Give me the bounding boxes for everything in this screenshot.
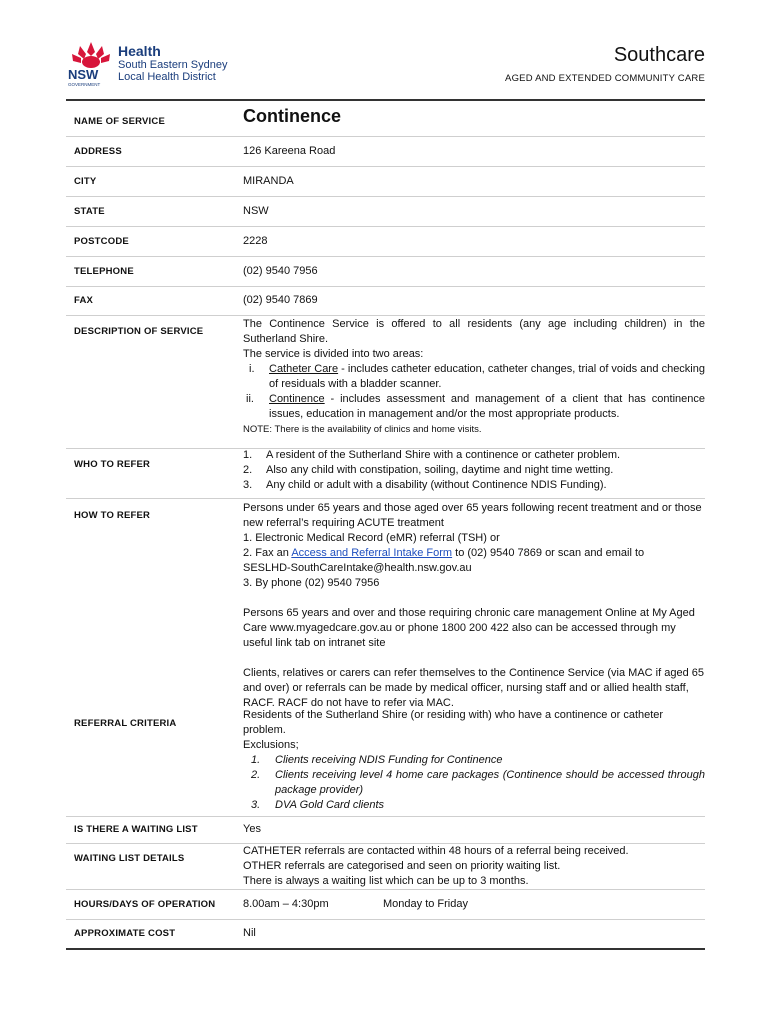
value-who xyxy=(243,448,705,493)
value-hours xyxy=(243,897,705,912)
value-telephone: (02) 9540 7956 xyxy=(243,265,318,277)
who-item-3 xyxy=(243,478,705,493)
criteria-item-3 xyxy=(243,798,705,813)
criteria-item-text: Clients receiving level 4 home care packages (Continence should be accessed through package provider) xyxy=(275,769,705,796)
value-state: NSW xyxy=(243,205,269,217)
value-description xyxy=(243,317,705,437)
criteria-p1: Residents of the Sutherland Shire (or residing with) who have a continence or catheter problem. xyxy=(243,709,664,736)
service-name: Continence xyxy=(243,106,342,126)
description-p1: The Continence Service is offered to all residents (any age including children) in the Sutherland Shire. xyxy=(243,318,705,345)
logo-gov-text: GOVERNMENT xyxy=(68,82,101,87)
logo-text xyxy=(118,44,227,83)
row-who xyxy=(66,449,705,499)
description-item-2 xyxy=(243,392,705,422)
label-state: STATE xyxy=(74,206,105,217)
who-item-num: 1. xyxy=(243,449,253,461)
label-waiting-details: WAITING LIST DETAILS xyxy=(74,853,185,864)
label-postcode: POSTCODE xyxy=(74,236,129,247)
who-item-text: Any child or adult with a disability (without Continence NDIS Funding). xyxy=(266,479,607,491)
bottom-rule xyxy=(66,948,705,950)
how-paragraph-3: Clients, relatives or carers can refer themselves to the Continence Service (via MAC if aged 65 and over) or referrals can be made by medical officer, nursing staff and or allied health staff, RACF. RACF do not have to refer via MAC. xyxy=(243,667,704,709)
label-cost: APPROXIMATE COST xyxy=(74,928,176,939)
row-fax xyxy=(66,287,705,316)
value-postcode: 2228 xyxy=(243,235,268,247)
logo-district-2: Local Health District xyxy=(118,71,216,83)
description-item-text: - includes catheter education, catheter changes, trial of voids and checking of residuals with a bladder scanner. xyxy=(269,363,705,390)
how-line-3a: 2. Fax an xyxy=(243,547,292,559)
waiting-detail-1: CATHETER referrals are contacted within 48 hours of a referral being received. xyxy=(243,845,629,857)
row-telephone xyxy=(66,257,705,287)
label-name: NAME OF SERVICE xyxy=(74,116,165,127)
hours-time: 8.00am – 4:30pm xyxy=(243,898,329,910)
label-how: HOW TO REFER xyxy=(74,510,151,521)
logo-health: Health xyxy=(118,43,161,59)
value-city: MIRANDA xyxy=(243,175,294,187)
how-line-3 xyxy=(243,546,705,561)
header-subtitle: AGED AND EXTENDED COMMUNITY CARE xyxy=(505,73,705,84)
value-criteria xyxy=(243,708,705,813)
row-cost xyxy=(66,920,705,948)
who-item-num: 3. xyxy=(243,479,253,491)
row-criteria xyxy=(66,706,705,817)
value-address: 126 Kareena Road xyxy=(243,145,336,157)
who-item-text: Also any child with constipation, soiling, daytime and night time wetting. xyxy=(266,464,614,476)
description-item-num: ii. xyxy=(246,393,254,405)
logo-nsw-text: NSW xyxy=(68,67,99,82)
criteria-item-text: DVA Gold Card clients xyxy=(275,799,385,811)
waiting-detail-2: OTHER referrals are categorised and seen on priority waiting list. xyxy=(243,860,561,872)
row-how xyxy=(66,499,705,709)
how-line-2: 1. Electronic Medical Record (eMR) referral (TSH) or xyxy=(243,532,500,544)
description-item-term: Catheter Care xyxy=(269,363,339,375)
label-description: DESCRIPTION OF SERVICE xyxy=(74,326,204,337)
logo-district-1: South Eastern Sydney xyxy=(118,59,228,71)
label-criteria: REFERRAL CRITERIA xyxy=(74,718,177,729)
label-city: CITY xyxy=(74,176,97,187)
description-p2: The service is divided into two areas: xyxy=(243,348,424,360)
hours-days: Monday to Friday xyxy=(383,898,468,910)
who-item-num: 2. xyxy=(243,464,253,476)
value-cost: Nil xyxy=(243,927,256,939)
criteria-item-num: 3. xyxy=(251,799,261,811)
value-fax: (02) 9540 7869 xyxy=(243,294,318,306)
value-waiting-details xyxy=(243,844,705,889)
who-item-2 xyxy=(243,463,705,478)
description-item-text: - includes assessment and management of a client that has continence issues, education in management and/or the most appropriate products. xyxy=(269,393,705,420)
criteria-p2: Exclusions; xyxy=(243,739,299,751)
description-item-1 xyxy=(243,362,705,392)
label-address: ADDRESS xyxy=(74,146,122,157)
row-city xyxy=(66,167,705,197)
header-title: Southcare xyxy=(613,44,705,66)
label-telephone: TELEPHONE xyxy=(74,266,134,277)
label-hours: HOURS/DAYS OF OPERATION xyxy=(74,899,216,910)
label-who: WHO TO REFER xyxy=(74,459,151,470)
who-item-1 xyxy=(243,448,705,463)
row-postcode xyxy=(66,227,705,257)
how-paragraph-2: Persons 65 years and over and those requiring chronic care management Online at My Aged Care www.myagedcare.gov.au or phone 1800 200 422 also can be accessed through my useful link tab on intranet site xyxy=(243,607,695,649)
criteria-item-2 xyxy=(243,768,705,798)
row-description xyxy=(66,316,705,449)
description-note: NOTE: There is the availability of clinics and home visits. xyxy=(243,424,482,435)
row-waiting xyxy=(66,817,705,844)
label-fax: FAX xyxy=(74,295,94,306)
who-item-text: A resident of the Sutherland Shire with a continence or catheter problem. xyxy=(266,449,621,461)
label-waiting: IS THERE A WAITING LIST xyxy=(74,824,198,835)
criteria-item-num: 1. xyxy=(251,754,261,766)
criteria-item-1 xyxy=(243,753,705,768)
value-how xyxy=(243,501,705,711)
row-address xyxy=(66,137,705,167)
how-line-1: Persons under 65 years and those aged over 65 years following recent treatment and or those new referral’s requiring ACUTE treatment xyxy=(243,502,702,529)
row-state xyxy=(66,197,705,227)
criteria-item-num: 2. xyxy=(251,769,261,781)
waratah-icon xyxy=(66,40,116,88)
how-email: SESLHD-SouthCareIntake@health.nsw.gov.au xyxy=(243,562,472,574)
waiting-detail-3: There is always a waiting list which can be up to 3 months. xyxy=(243,875,529,887)
how-line-3b: to (02) 9540 7869 or scan and email to xyxy=(452,547,645,559)
criteria-item-text: Clients receiving NDIS Funding for Continence xyxy=(275,754,503,766)
how-line-5: 3. By phone (02) 9540 7956 xyxy=(243,577,380,589)
description-item-num: i. xyxy=(249,363,255,375)
referral-form-link[interactable]: Access and Referral Intake Form xyxy=(291,547,453,559)
row-name xyxy=(66,100,705,137)
row-hours xyxy=(66,890,705,920)
description-item-term: Continence xyxy=(269,393,325,405)
value-waiting: Yes xyxy=(243,823,261,835)
row-waiting-details xyxy=(66,844,705,890)
